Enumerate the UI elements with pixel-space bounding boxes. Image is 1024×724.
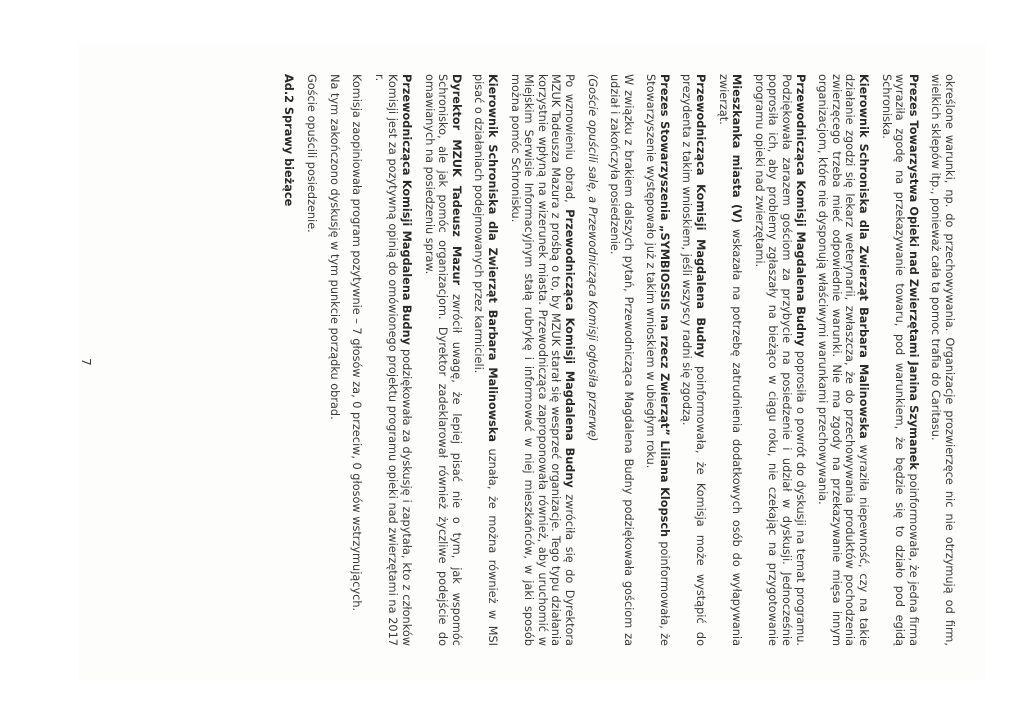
paragraph	[644, 74, 671, 646]
paragraph-text: poinformowała, że Komisja może wystąpić do prezydenta z takim wnioskiem, jeśli wszyscy radni się zgodzą.	[680, 74, 708, 646]
speaker-name: Dyrektor MZUK Tadeusz Mazur	[449, 74, 463, 286]
paragraph-text: określone warunki, np. do przechowywania. Organizacje prozwierzęce nic nie otrzymują od firm, wielkich sklepów itp., ponieważ cała ta pomoc trafia do Caritasu.	[929, 74, 956, 646]
paragraph-text: poprosiła o powrót do dyskusji na temat programu. Podziękowała zarazem gościom za przybycie na posiedzenie i udział w dyskusji. Jednocześnie poprosiła ich, aby problemy zgłaszały na bieżąco w ciągu roku, nie czekając na przygotowanie programu opieki nad zwierzętami.	[752, 74, 807, 646]
paragraph	[472, 74, 499, 646]
paragraph-text: Goście opuścili posiedzenie.	[305, 74, 319, 233]
speaker-name: Przewodnicząca Komisji Magdalena Budny	[694, 74, 708, 358]
document-page	[78, 44, 986, 680]
section-heading: Ad.2 Sprawy bieżące	[282, 74, 296, 207]
speaker-name: Kierownik Schroniska dla Zwierząt Barbara Malinowska	[485, 74, 499, 443]
paragraph	[327, 74, 341, 646]
speaker-name: Przewodnicząca Komisji Magdalena Budny	[400, 74, 413, 345]
paragraph	[422, 74, 463, 646]
speaker-name: Kierownik Schroniska dla Zwierząt Barbara Malinowska	[857, 74, 871, 439]
paragraph	[508, 74, 576, 646]
paragraph-text: poinformowała, że jedna firma wyraziła zgodę na przekazywanie towaru, pod warunkiem, że będzie się to działo pod egidą Schroniska.	[879, 74, 920, 646]
speaker-name: Prezes Stowarzyszenia „SYMBIOSSIS na rzecz Zwierząt” Liliana Klopsch	[657, 74, 671, 538]
paragraph	[929, 74, 956, 646]
paragraph-text: poinformowała, że Stowarzyszenie występowało już z takim wnioskiem w ubiegłym roku.	[644, 74, 671, 646]
paragraph-text: Komisja zaopiniowała program pozytywnie – 7 głosów za, 0 przeciw, 0 głosów wstrzymujących.	[350, 74, 364, 612]
document-body	[304, 74, 956, 646]
paragraph-text: uznała, że można również w MSI pisać o działaniach podejmowanych przez karmicieli.	[472, 74, 499, 647]
paragraph-text: zwróciła się do Dyrektora MZUK Tadeusza Mazura z prośbą o to, by MZUK starał się wesprzeć organizacje. Tego typu działania korzystnie wpłyną na wizerunek miasta. Przewodnicząca zaproponowała również, aby uruchomić w Miejskim Serwisie Informacyjnym stałą rubrykę i informować w niej mieszkańców, w jaki sposób można pomóc Schronisku.	[508, 74, 576, 646]
page-number: 7	[78, 358, 93, 366]
paragraph-text: (Goście opuścili salę, a Przewodnicząca Komisji ogłosiła przerwę)	[585, 74, 599, 442]
paragraph-text: zwrócił uwagę, że lepiej pisać nie o tym, jak wspomóc Schronisko, ale jak pomóc organizacjom. Dyrektor zadeklarował również życzliwe podejście do omawianych na posiedzeniu spraw.	[422, 74, 463, 646]
paragraph	[680, 74, 707, 646]
paragraph	[752, 74, 806, 646]
speaker-name: Mieszkanka miasta (V)	[730, 74, 744, 224]
paragraph	[879, 74, 920, 646]
paragraph	[372, 74, 413, 646]
speaker-name: Przewodnicząca Komisji Magdalena Budny	[562, 209, 576, 488]
paragraph-text: wyraziła niepewność, czy na takie działanie zgodzi się lekarz weterynarii, zwłaszcza, że do przechowywania produktów pochodzenia zwierzęcego trzeba mieć odpowiednie warunki. Nie ma zgody na przekazywanie mięsa innym organizacjom, które nie dysponują właściwymi warunkami przechowywania.	[816, 74, 871, 646]
paragraph	[350, 74, 364, 646]
paragraph-text: podziękowała za dyskusję i zapytała, kto z członków Komisji jest za pozytywną opinią do omówionego projektu programu opieki nad zwierzętami na 2017 r.	[372, 74, 413, 646]
paragraph	[816, 74, 870, 646]
paragraph	[716, 74, 743, 646]
paragraph	[608, 74, 635, 646]
paragraph-text: W związku z brakiem dalszych pytań, Przewodnicząca Magdalena Budny podziękowała gościom za udział i zakończyła posiedzenie.	[608, 74, 635, 646]
paragraph-prefix: Po wznowieniu obrad,	[562, 74, 576, 210]
paragraph	[304, 74, 318, 646]
paragraph-text: wskazała na potrzebę zatrudnienia dodatkowych osób do wyłapywania zwierząt.	[716, 74, 744, 646]
paragraph-text: Na tym zakończono dyskusję w tym punkcie porządku obrad.	[327, 74, 341, 420]
speaker-name: Przewodnicząca Komisji Magdalena Budny	[793, 74, 807, 347]
paragraph	[585, 74, 599, 646]
speaker-name: Prezes Towarzystwa Opieki nad Zwierzętami Janina Szymanek	[906, 74, 920, 470]
